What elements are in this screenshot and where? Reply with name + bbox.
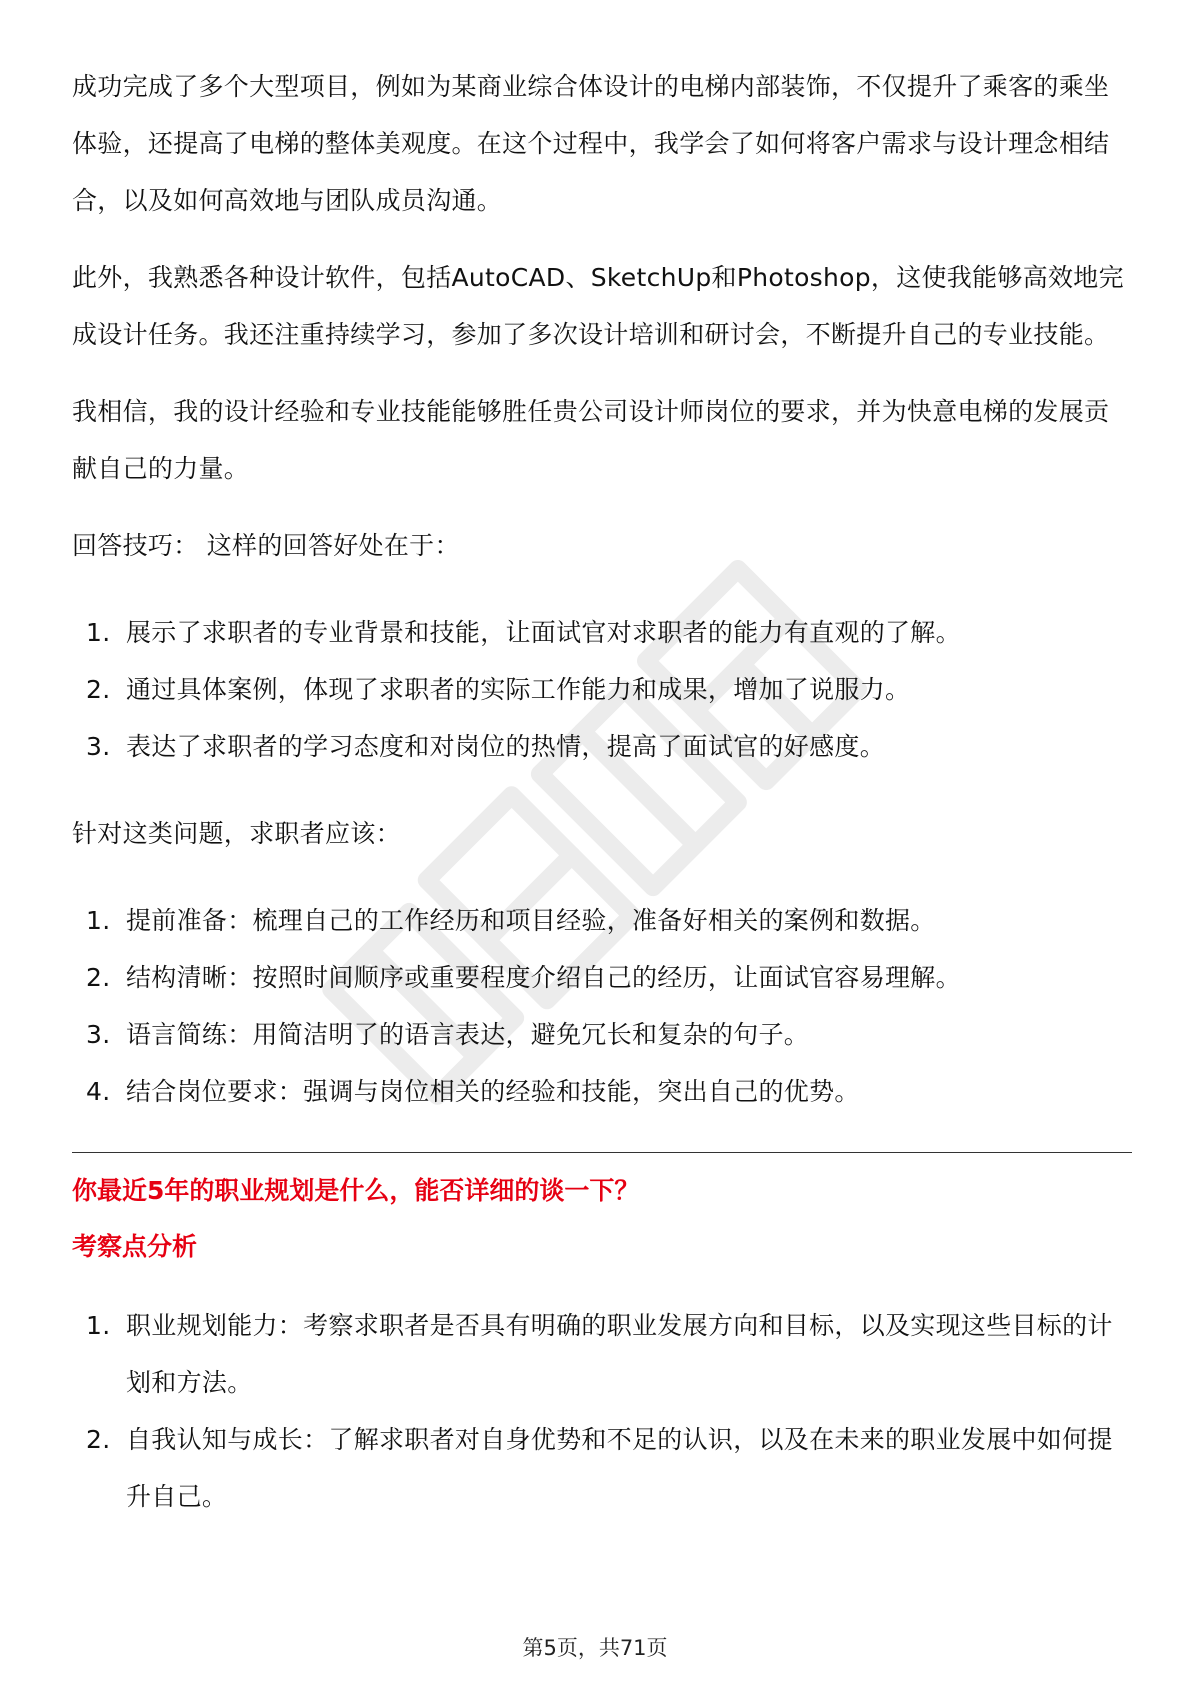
analysis-list <box>72 1297 1132 1525</box>
list-item: 4. 结合岗位要求：强调与岗位相关的经验和技能，突出自己的优势。 <box>86 1077 860 1106</box>
advice-list <box>72 892 1132 1120</box>
document-page <box>72 58 1132 1555</box>
list-item: 1. 展示了求职者的专业背景和技能，让面试官对求职者的能力有直观的了解。 <box>86 618 961 647</box>
section-divider <box>72 1152 1132 1153</box>
answer-tips-intro: 回答技巧： 这样的回答好处在于： <box>72 531 460 560</box>
paragraph-conclusion: 我相信，我的设计经验和专业技能能够胜任贵公司设计师岗位的要求，并为快意电梯的发展贡献自己的力量。 <box>72 397 1110 483</box>
paragraph-project-experience: 成功完成了多个大型项目，例如为某商业综合体设计的电梯内部装饰，不仅提升了乘客的乘坐体验，还提高了电梯的整体美观度。在这个过程中，我学会了如何将客户需求与设计理念相结合，以及如何高效地与团队成员沟通。 <box>72 72 1110 215</box>
list-item: 2. 通过具体案例，体现了求职者的实际工作能力和成果，增加了说服力。 <box>86 675 911 704</box>
advice-intro: 针对这类问题，求职者应该： <box>72 819 401 848</box>
list-item: 2. 自我认知与成长：了解求职者对自身优势和不足的认识，以及在未来的职业发展中如何提升自己。 <box>86 1425 1113 1511</box>
list-item: 2. 结构清晰：按照时间顺序或重要程度介绍自己的经历，让面试官容易理解。 <box>86 963 961 992</box>
question-title: 你最近5年的职业规划是什么，能否详细的谈一下？ <box>72 1176 640 1205</box>
page-number-footer: 第5页，共71页 <box>522 1636 668 1660</box>
paragraph-software-skills: 此外，我熟悉各种设计软件，包括AutoCAD、SketchUp和Photoshop，这使我能够高效地完成设计任务。我还注重持续学习，参加了多次设计培训和研讨会，不断提升自己的专业技能。 <box>72 263 1124 349</box>
list-item: 3. 语言简练：用简洁明了的语言表达，避免冗长和复杂的句子。 <box>86 1020 810 1049</box>
analysis-heading: 考察点分析 <box>72 1232 198 1261</box>
benefits-list <box>72 604 1132 775</box>
list-item: 3. 表达了求职者的学习态度和对岗位的热情，提高了面试官的好感度。 <box>86 732 886 761</box>
list-item: 1. 提前准备：梳理自己的工作经历和项目经验，准备好相关的案例和数据。 <box>86 906 936 935</box>
list-item: 1. 职业规划能力：考察求职者是否具有明确的职业发展方向和目标，以及实现这些目标的计划和方法。 <box>86 1311 1113 1397</box>
